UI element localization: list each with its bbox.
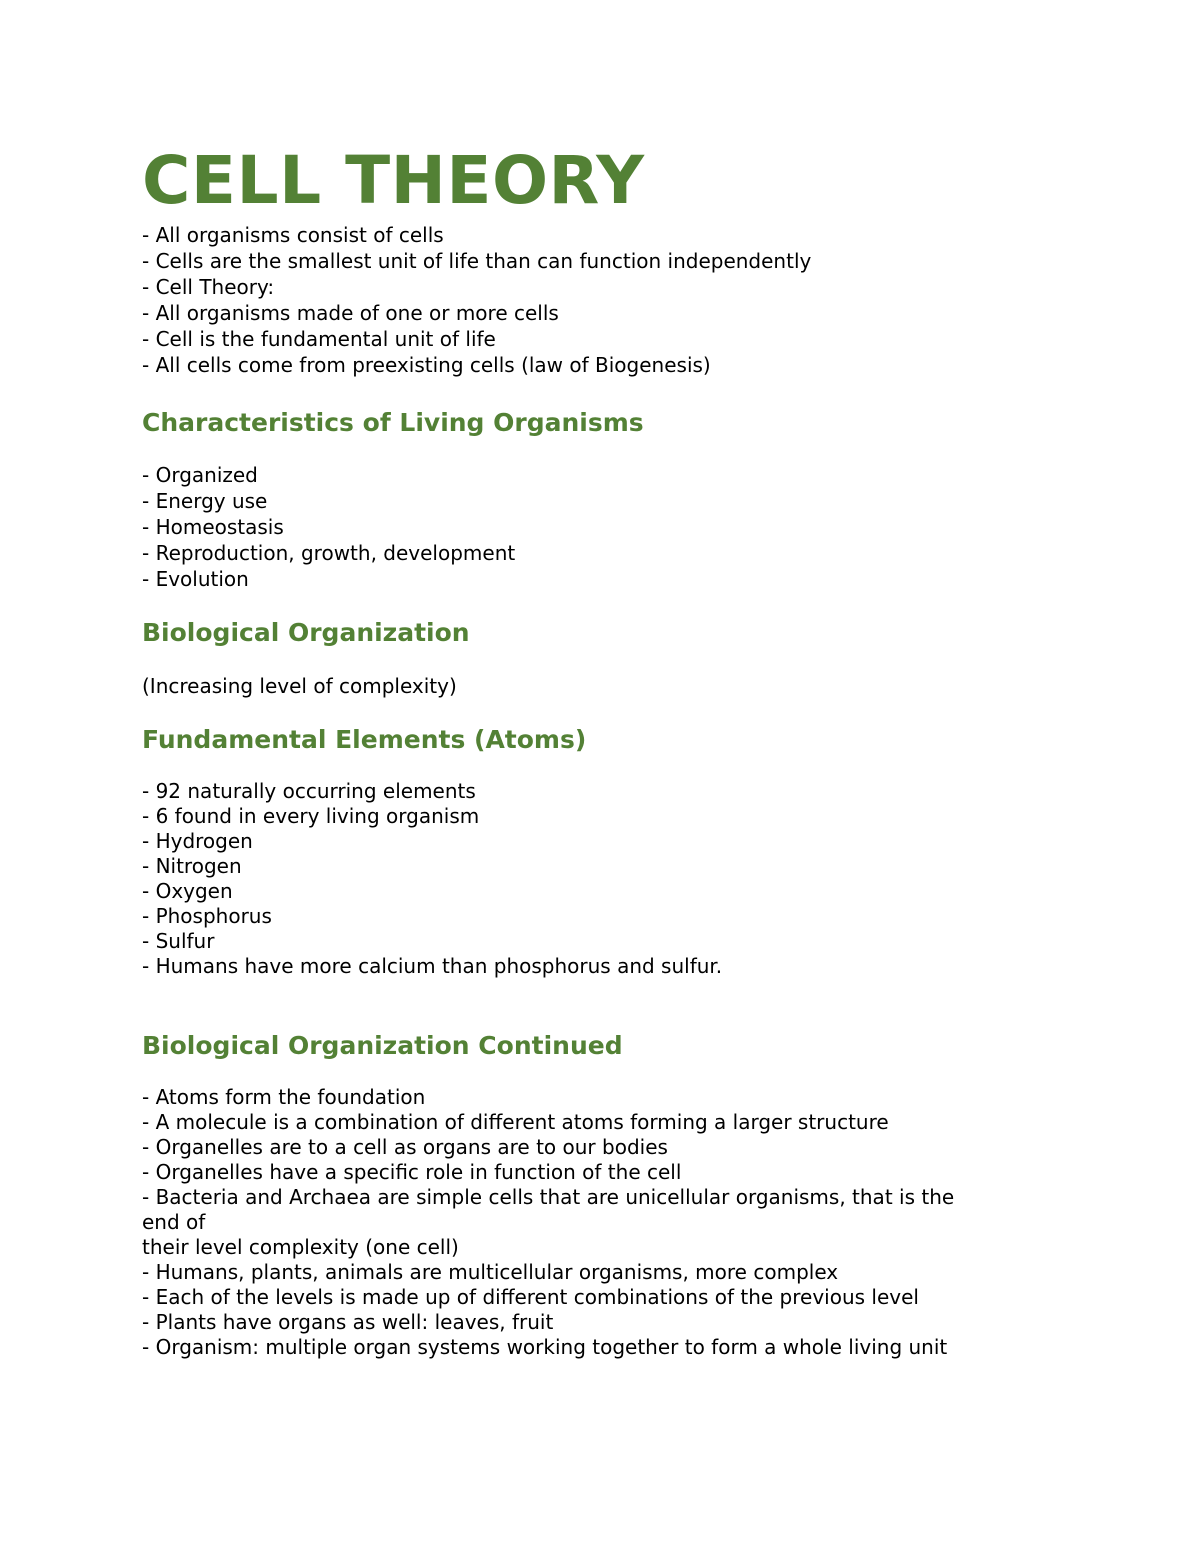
section-list-biological-organization-continued: [142, 1085, 1042, 1360]
list-item: - Homeostasis: [142, 515, 284, 539]
section-heading-fundamental-elements: Fundamental Elements (Atoms): [142, 725, 587, 754]
intro-line: - Cell is the fundamental unit of life: [142, 327, 496, 351]
list-item: - Energy use: [142, 489, 268, 513]
section-heading-biological-organization-continued: Biological Organization Continued: [142, 1031, 623, 1060]
list-item: - Sulfur: [142, 929, 215, 953]
section-list-fundamental-elements: [142, 779, 1042, 979]
list-item: (Increasing level of complexity): [142, 674, 457, 698]
list-item: - 92 naturally occurring elements: [142, 779, 476, 803]
list-item: their level complexity (one cell): [142, 1235, 459, 1259]
intro-line: - Cells are the smallest unit of life than can function independently: [142, 249, 812, 273]
page-title: CELL THEORY: [142, 142, 645, 219]
list-item: - Organelles have a specific role in function of the cell: [142, 1160, 682, 1184]
list-item: - A molecule is a combination of different atoms forming a larger structure: [142, 1110, 889, 1134]
intro-line: - Cell Theory:: [142, 275, 275, 299]
list-item: - Humans have more calcium than phosphorus and sulfur.: [142, 954, 723, 978]
intro-line: - All organisms consist of cells: [142, 223, 444, 247]
list-item: - Reproduction, growth, development: [142, 541, 516, 565]
section-heading-biological-organization: Biological Organization: [142, 618, 470, 647]
section-list-characteristics: [142, 462, 1042, 592]
list-item: end of: [142, 1210, 206, 1234]
list-item: - 6 found in every living organism: [142, 804, 480, 828]
list-item: - Humans, plants, animals are multicellular organisms, more complex: [142, 1260, 839, 1284]
intro-list: [142, 222, 1042, 378]
list-item: - Evolution: [142, 567, 249, 591]
list-item: - Phosphorus: [142, 904, 272, 928]
intro-line: - All cells come from preexisting cells (law of Biogenesis): [142, 353, 711, 377]
list-item: - Each of the levels is made up of different combinations of the previous level: [142, 1285, 919, 1309]
list-item: - Oxygen: [142, 879, 233, 903]
list-item: - Plants have organs as well: leaves, fruit: [142, 1310, 554, 1334]
section-heading-characteristics: Characteristics of Living Organisms: [142, 408, 644, 437]
section-list-biological-organization: [142, 673, 1042, 699]
list-item: - Bacteria and Archaea are simple cells that are unicellular organisms, that is the: [142, 1185, 955, 1209]
list-item: - Organized: [142, 463, 258, 487]
list-item: - Hydrogen: [142, 829, 253, 853]
list-item: - Atoms form the foundation: [142, 1085, 426, 1109]
list-item: - Nitrogen: [142, 854, 242, 878]
document-page: [142, 140, 1042, 1360]
list-item: - Organism: multiple organ systems working together to form a whole living unit: [142, 1335, 948, 1359]
list-item: - Organelles are to a cell as organs are to our bodies: [142, 1135, 668, 1159]
intro-line: - All organisms made of one or more cells: [142, 301, 559, 325]
